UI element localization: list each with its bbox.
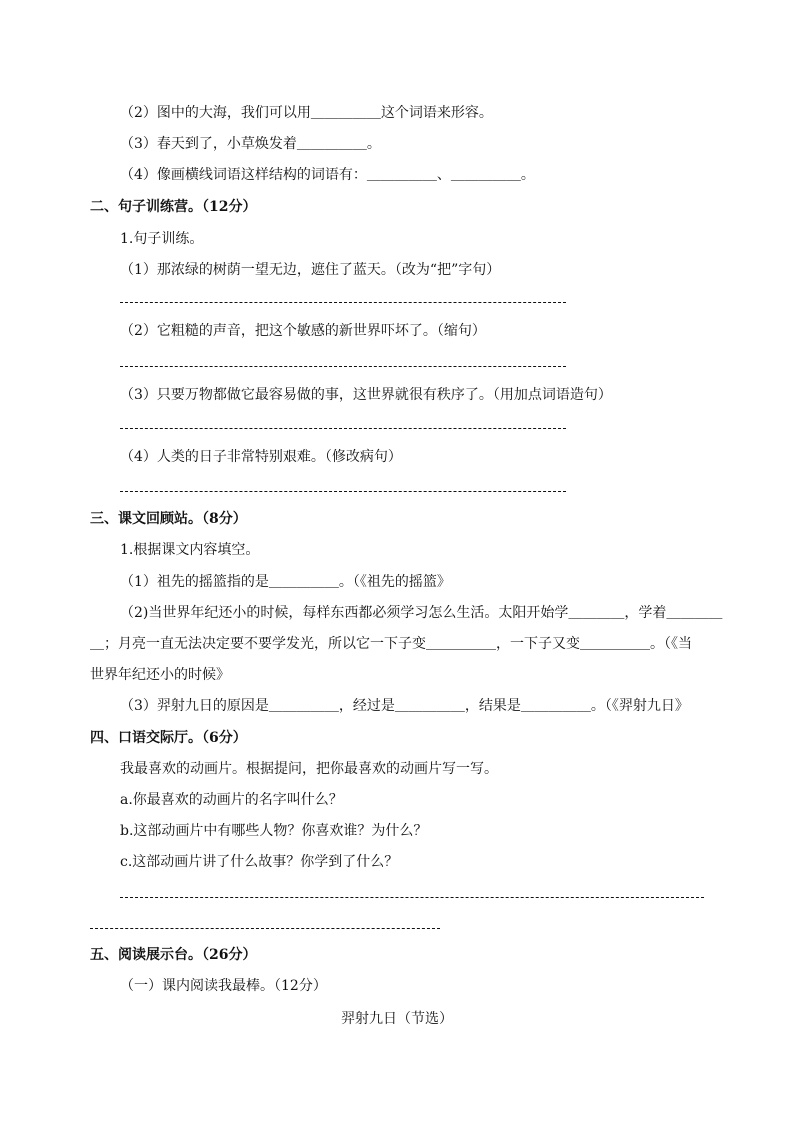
section-3-question-3: （3）羿射九日的原因是＿＿＿＿＿，经过是＿＿＿＿＿，结果是＿＿＿＿＿。（《羿射九日》 [120,698,689,714]
section-4-intro: 我最喜欢的动画片。根据提问，把你最喜欢的动画片写一写。 [120,761,498,777]
section-3-question-2-line-1: （2)当世界年纪还小的时候，每样东西都必须学习怎么生活。太阳开始学＿＿＿＿，学着＿＿＿＿ [120,605,723,621]
section-3-heading: 三、课文回顾站。（8分） [90,511,247,527]
section-2-subheading: 1.句子训练。 [120,231,204,247]
section-2-question-3: （3）只要万物都做它最容易做的事，这世界就很有秩序了。（用加点词语造句） [120,387,612,403]
answer-line [120,491,566,492]
section-5-subheading: （一）课内阅读我最棒。（12分） [120,978,327,994]
question-1-3: （3）春天到了，小草焕发着＿＿＿＿＿。 [120,136,381,152]
section-4-heading: 四、口语交际厅。（6分） [90,730,247,746]
section-5-heading: 五、阅读展示台。（26分） [90,947,257,963]
section-2-question-4: （4）人类的日子非常特别艰难。（修改病句） [120,449,402,465]
answer-line [120,897,704,898]
question-1-2: （2）图中的大海，我们可以用＿＿＿＿＿这个词语来形容。 [120,105,493,121]
reading-passage-title: 羿射九日（节选） [341,1011,453,1027]
section-4-prompt-a: a.你最喜欢的动画片的名字叫什么？ [120,792,343,808]
section-2-heading: 二、句子训练营。（12分） [90,199,257,215]
answer-line [120,366,566,367]
section-4-prompt-b: b.这部动画片中有哪些人物？你喜欢谁？为什么？ [120,823,428,839]
section-3-question-2-line-3: 世界年纪还小的时候》 [90,667,230,683]
section-2-question-1: （1）那浓绿的树荫一望无边，遮住了蓝天。（改为“把”字句） [120,262,501,278]
section-4-prompt-c: c.这部动画片讲了什么故事？你学到了什么？ [120,854,399,870]
answer-line [120,428,566,429]
question-1-4: （4）像画横线词语这样结构的词语有：＿＿＿＿＿、＿＿＿＿＿。 [120,167,535,183]
section-3-subheading: 1.根据课文内容填空。 [120,542,260,558]
section-3-question-1: （1）祖先的摇篮指的是＿＿＿＿＿。（《祖先的摇篮》 [120,574,451,590]
section-3-question-2-line-2: ＿；月亮一直无法决定要不要学发光，所以它一下子变＿＿＿＿＿，一下子又变＿＿＿＿＿。（《当 [90,636,692,652]
section-2-question-2: （2）它粗糙的声音，把这个敏感的新世界吓坏了。（缩句） [120,323,486,339]
answer-line [90,928,440,929]
answer-line [120,302,566,303]
